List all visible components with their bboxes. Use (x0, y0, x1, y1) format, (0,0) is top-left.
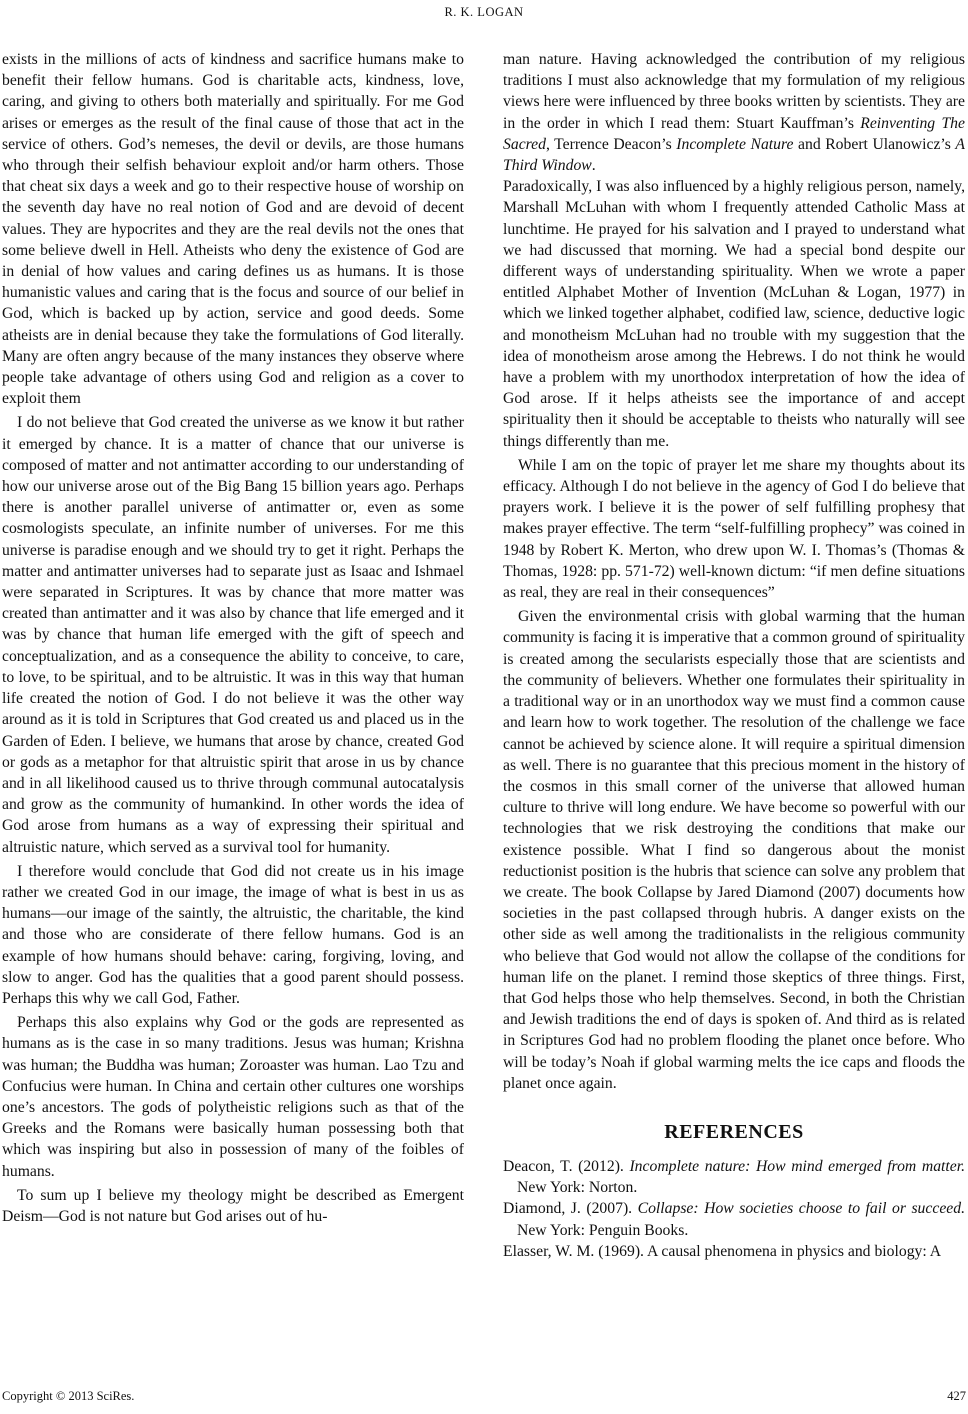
reference-lead: Deacon, T. (2012). (503, 1157, 630, 1175)
reference-title: Incomplete nature: How mind emerged from matter. (629, 1157, 965, 1175)
reference-title: Collapse: How societies choose to fail or succeed. (637, 1200, 966, 1218)
text-run: man nature. Having acknowledged the contribution of my religious traditions I must also acknowledge that my formulation of my religious views here were influenced by three books written by scientists. They are in the order in which I read them: Stuart Kauffman’s (503, 51, 965, 132)
body-paragraph: To sum up I believe my theology might be described as Emergent Deism—God is not nature but God arises out of hu- (2, 1186, 464, 1225)
body-paragraph: exists in the millions of acts of kindness and sacrifice humans make to benefit their fellow humans. God is charitable acts, kindness, love, caring, and giving to others both materially and spiritually. For me God arises or emerges as the result of the final cause of those that act in the service of others. God’s nemeses, the devil or devils, are those humans who through their selfish behaviour exploit and/or harm others. Those that cheat six days a week and go to their respective house of worship on the seventh day have no real notion of God and are devoid of decent values. They are hypocrites and they are the real devils not the ones that some believe dwell in Hell. Atheists who deny the existence of God are in denial of how values and caring defines us as humans. It is those humanistic values and caring that is the focus and source of our belief in God, which is backed up by action, service and good deeds. Some atheists are in denial because they take the formulations of God literally. Many are often angry because of the many instances they observe where people take advantage of others using God and religion as a cover to exploit them (2, 51, 464, 408)
text-run: and Robert Ulanowicz’s (793, 135, 956, 153)
page-number: 427 (947, 1389, 966, 1403)
reference-tail: New York: Penguin Books. (517, 1221, 689, 1239)
body-paragraph: While I am on the topic of prayer let me share my thoughts about its efficacy. Although I do not believe in the agency of God I do believe that prayers work. I believe it is the power of self fulfilling prophesy that makes prayer effective. The term “self-fulfilling prophecy” was coined in 1948 by Robert K. Merton, who drew upon W. I. Thomas’s (Thomas & Thomas, 1928: pp. 571-72) well-known dictum: “if men define situations as real, they are real in their consequences” (503, 456, 965, 602)
book-title: Reinventing The Sacred (503, 114, 965, 153)
text-run: . (591, 157, 596, 175)
text-run: , Terrence Deacon’s (545, 135, 677, 153)
body-paragraph: I therefore would conclude that God did not create us in his image rather we created God in our image, the image of what is best in us as humans—our image of the saintly, the altruistic, the charitable, the kind and those who are considerate of there fellow humans. God is an example of how humans should behave: caring, forgiving, loving, and slow to anger. God has the qualities that a good parent should possess. Perhaps this why we call God, Father. (2, 862, 464, 1007)
reference-item (503, 1241, 965, 1262)
reference-item (503, 1198, 965, 1240)
reference-list (503, 1156, 965, 1262)
body-paragraph: Paradoxically, I was also influenced by a highly religious person, namely, Marshall McLuhan with whom I frequently attended Catholic Mass at lunchtime. He prayed for his salvation and I prayed to understand what we had discussed that morning. We had a special bond despite our different ways of understanding spirituality. When we wrote a paper entitled Alphabet Mother of Invention (McLuhan & Logan, 1977) in which we linked together alphabet, codified law, science, deductive logic and monotheism McLuhan had no trouble with my suggestion that the idea of monotheism arose among the Hebrews. I do not think he would have a problem with my unorthodox interpretation of how the idea of God arose. If it helps atheists see the importance of and accept spirituality then it should be acceptable to theists who naturally will see things differently than me. (503, 178, 965, 450)
copyright-notice: Copyright © 2013 SciRes. (2, 1389, 135, 1403)
body-paragraph (503, 49, 965, 176)
reference-tail: New York: Norton. (517, 1179, 638, 1197)
reference-item (503, 1156, 965, 1198)
references-heading: REFERENCES (664, 1120, 804, 1143)
body-paragraph: Perhaps this also explains why God or the gods are represented as humans as is the case in so many traditions. Jesus was human; Krishna was human; the Buddha was human; Zoroaster was human. Lao Tzu and Confucius were human. In China and certain other cultures one worships one’s ancestors. The gods of polytheistic religions such as that of the Greeks and the Romans were basically human possessing both that which was inspiring but also in possession of many of the foibles of humans. (2, 1014, 464, 1180)
body-paragraph: Given the environmental crisis with global warming that the human community is facing it is imperative that a common ground of spirituality is created among the secularists especially those that are scientists and the community of believers. Whether one formulates their spirituality in a traditional way or in an unorthodox way we must find a common cause and learn how to work together. The resolution of the challenge we face cannot be achieved by science alone. It will require a spiritual dimension as well. There is no guarantee that this precious moment in the history of the cosmos in this small corner of the universe that allowed human culture to thrive will long endure. We have become so powerful with our technologies that we risk destroying the conditions that make our existence possible. What I find so dangerous about the monist reductionist position is the hubris that science can solve any problem that we create. The book Collapse by Jared Diamond (2007) documents how societies in the past collapsed through hubris. A danger exists on the other side as well among the traditionalists in the religious community who believe that God would not allow the collapse of the conditions for human life on the planet. I remind those skeptics of three things. First, that God helps those who help themselves. Second, in both the Christian and Jewish traditions the end of days is spoken of. And third as is related in Scriptures God had no problem flooding the planet once before. Who will be today’s Noah if global warming melts the ice caps and floods the planet once again. (503, 608, 965, 1092)
right-column (503, 49, 965, 1262)
reference-lead: Diamond, J. (2007). (503, 1200, 638, 1218)
running-head: R. K. LOGAN (444, 5, 524, 19)
body-paragraph: I do not believe that God created the universe as we know it but rather it emerged by chance. It is a matter of chance that our universe is composed of matter and not antimatter according to our understanding of how our universe arose out of the Big Bang 15 billion years ago. Perhaps there is another parallel universe of antimatter or, even as some cosmologists speculate, an infinite number of universes. For me this universe is paradise enough and we should try to get it right. Perhaps the matter and antimatter universes had to separate just as Isaac and Ishmael were separated in Scriptures. It was by chance that more matter was created than antimatter and it was also by chance that life emerged and it was by chance that human life emerged with the gift of speech and conceptualization, and as a consequence the ability to conceive, to care, to love, to be spiritual, and to be altruistic. It was in this way that human life created the notion of God. I do not believe it was the other way around as it is told in Scriptures that God created us and placed us in the Garden of Eden. I believe, we humans that arose by chance, created God or gods as a metaphor for that altruistic spirit that arose in us by chance and in all likelihood caused us to thrive through communal autocatalysis and grow as the community of humankind. In other words the idea of God arose from humans as a way of expressing their spiritual and altruistic nature, which served as a survival tool for humanity. (2, 414, 464, 856)
book-title: Incomplete Nature (676, 135, 794, 153)
left-column (2, 49, 464, 1227)
reference-lead: Elasser, W. M. (1969). A causal phenomena in physics and biology: A (503, 1242, 942, 1260)
book-title: A Third Window (503, 135, 966, 175)
